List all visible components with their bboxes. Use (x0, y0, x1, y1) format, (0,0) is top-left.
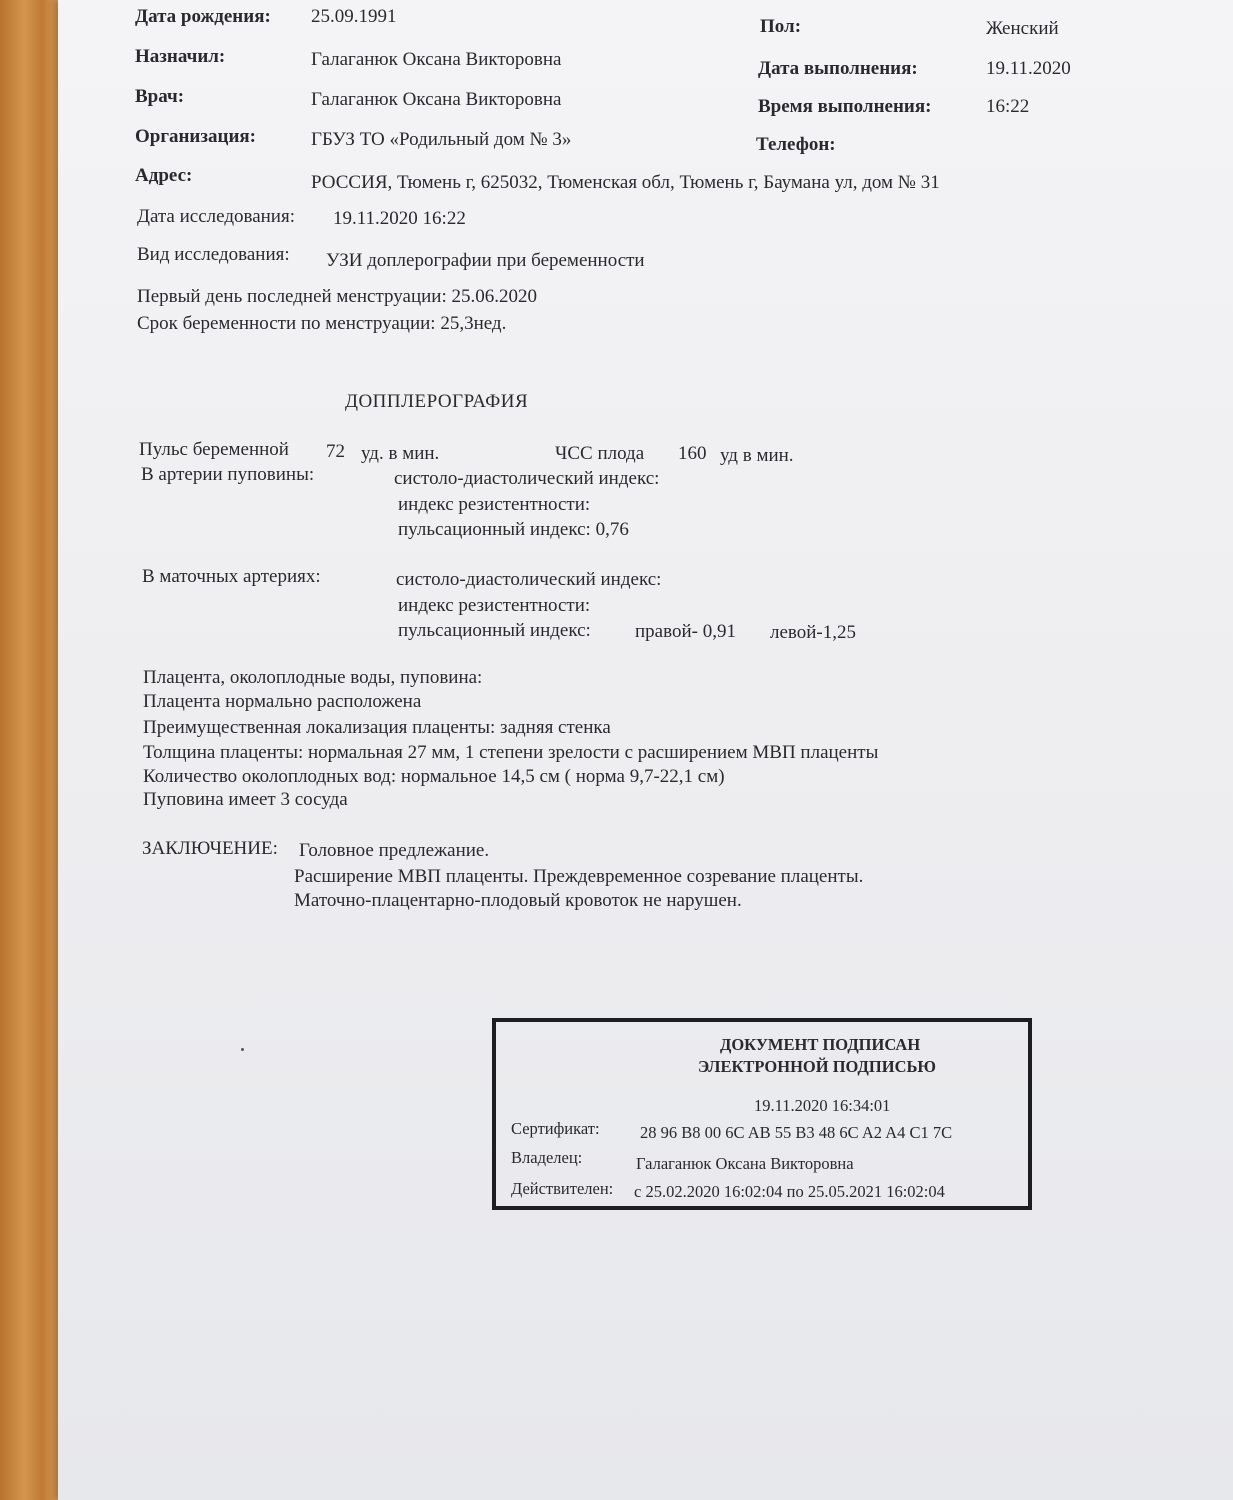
certificate-value: 28 96 B8 00 6C AB 55 B3 48 6C A2 A4 C1 7C (640, 1123, 953, 1142)
assigned-label: Назначил: (135, 46, 226, 67)
exec-date-label: Дата выполнения: (758, 58, 918, 79)
phone-label: Телефон: (756, 134, 836, 155)
valid-value: с 25.02.2020 16:02:04 по 25.05.2021 16:02:04 (634, 1182, 945, 1201)
uterine-sdi: систоло-диастолический индекс: (396, 569, 662, 590)
umbilical-sdi: систоло-диастолический индекс: (394, 468, 660, 489)
uterine-pi-right: правой- 0,91 (635, 621, 736, 642)
doctor-value: Галаганюк Оксана Викторовна (311, 89, 562, 110)
uterine-pi-left: левой-1,25 (770, 622, 857, 643)
owner-label: Владелец: (511, 1148, 583, 1167)
study-type-label: Вид исследования: (137, 244, 290, 265)
conclusion-label: ЗАКЛЮЧЕНИЕ: (142, 838, 278, 859)
electronic-signature-stamp (492, 1018, 1032, 1210)
placenta-line-4: Толщина плаценты: нормальная 27 мм, 1 степени зрелости с расширением МВП плаценты (143, 742, 879, 763)
placenta-line-1: Плацента, околоплодные воды, пуповина: (143, 667, 483, 688)
placenta-line-2: Плацента нормально расположена (143, 691, 422, 712)
signature-title-1: ДОКУМЕНТ ПОДПИСАН (720, 1035, 921, 1054)
umbilical-pi: пульсационный индекс: 0,76 (398, 519, 629, 540)
birth-date-label: Дата рождения: (135, 6, 271, 27)
address-value: РОССИЯ, Тюмень г, 625032, Тюменская обл, Тюмень г, Баумана ул, дом № 31 (311, 172, 940, 193)
last-menstruation-line: Первый день последней менструации: 25.06.2020 (137, 286, 537, 307)
exec-time-value: 16:22 (986, 96, 1030, 117)
conclusion-line-2: Расширение МВП плаценты. Преждевременное созревание плаценты. (294, 866, 864, 887)
pulse-unit: уд. в мин. (361, 443, 440, 464)
valid-label: Действителен: (511, 1179, 614, 1198)
fetal-hr-unit: уд в мин. (720, 445, 794, 466)
umbilical-ri: индекс резистентности: (398, 494, 591, 515)
study-date-label: Дата исследования: (137, 206, 295, 227)
certificate-label: Сертификат: (511, 1119, 600, 1138)
owner-value: Галаганюк Оксана Викторовна (636, 1154, 854, 1173)
paper-speck (241, 1048, 244, 1051)
fetal-hr-label: ЧСС плода (555, 443, 645, 464)
placenta-line-6: Пуповина имеет 3 сосуда (143, 789, 348, 810)
organization-value: ГБУЗ ТО «Родильный дом № 3» (311, 129, 572, 150)
organization-label: Организация: (135, 126, 257, 147)
exec-time-label: Время выполнения: (758, 96, 932, 117)
umbilical-artery-label: В артерии пуповины: (141, 464, 315, 485)
uterine-ri: индекс резистентности: (398, 595, 591, 616)
signature-title-2: ЭЛЕКТРОННОЙ ПОДПИСЬЮ (698, 1057, 936, 1076)
pulse-label: Пульс беременной (139, 439, 289, 460)
address-label: Адрес: (135, 165, 193, 186)
sex-value: Женский (986, 18, 1059, 39)
conclusion-line-3: Маточно-плацентарно-плодовый кровоток не нарушен. (294, 890, 742, 911)
uterine-pi-label: пульсационный индекс: (398, 620, 591, 641)
doctor-label: Врач: (135, 86, 185, 107)
doppler-heading: ДОППЛЕРОГРАФИЯ (345, 391, 529, 412)
conclusion-line-1: Головное предлежание. (299, 840, 490, 861)
birth-date-value: 25.09.1991 (311, 6, 397, 27)
pregnancy-term-line: Срок беременности по менструации: 25,3нед. (137, 313, 507, 334)
assigned-value: Галаганюк Оксана Викторовна (311, 49, 562, 70)
fetal-hr-value: 160 (678, 443, 707, 464)
study-type-value: УЗИ доплерографии при беременности (326, 250, 645, 271)
pulse-value: 72 (326, 441, 345, 462)
exec-date-value: 19.11.2020 (986, 58, 1071, 79)
document-sheet (58, 0, 1233, 1500)
uterine-arteries-label: В маточных артериях: (142, 566, 321, 587)
study-date-value: 19.11.2020 16:22 (333, 208, 466, 229)
placenta-line-3: Преимущественная локализация плаценты: задняя стенка (143, 717, 611, 738)
sex-label: Пол: (760, 16, 802, 37)
signature-datetime: 19.11.2020 16:34:01 (754, 1096, 891, 1115)
placenta-line-5: Количество околоплодных вод: нормальное 14,5 см ( норма 9,7-22,1 см) (143, 766, 725, 787)
